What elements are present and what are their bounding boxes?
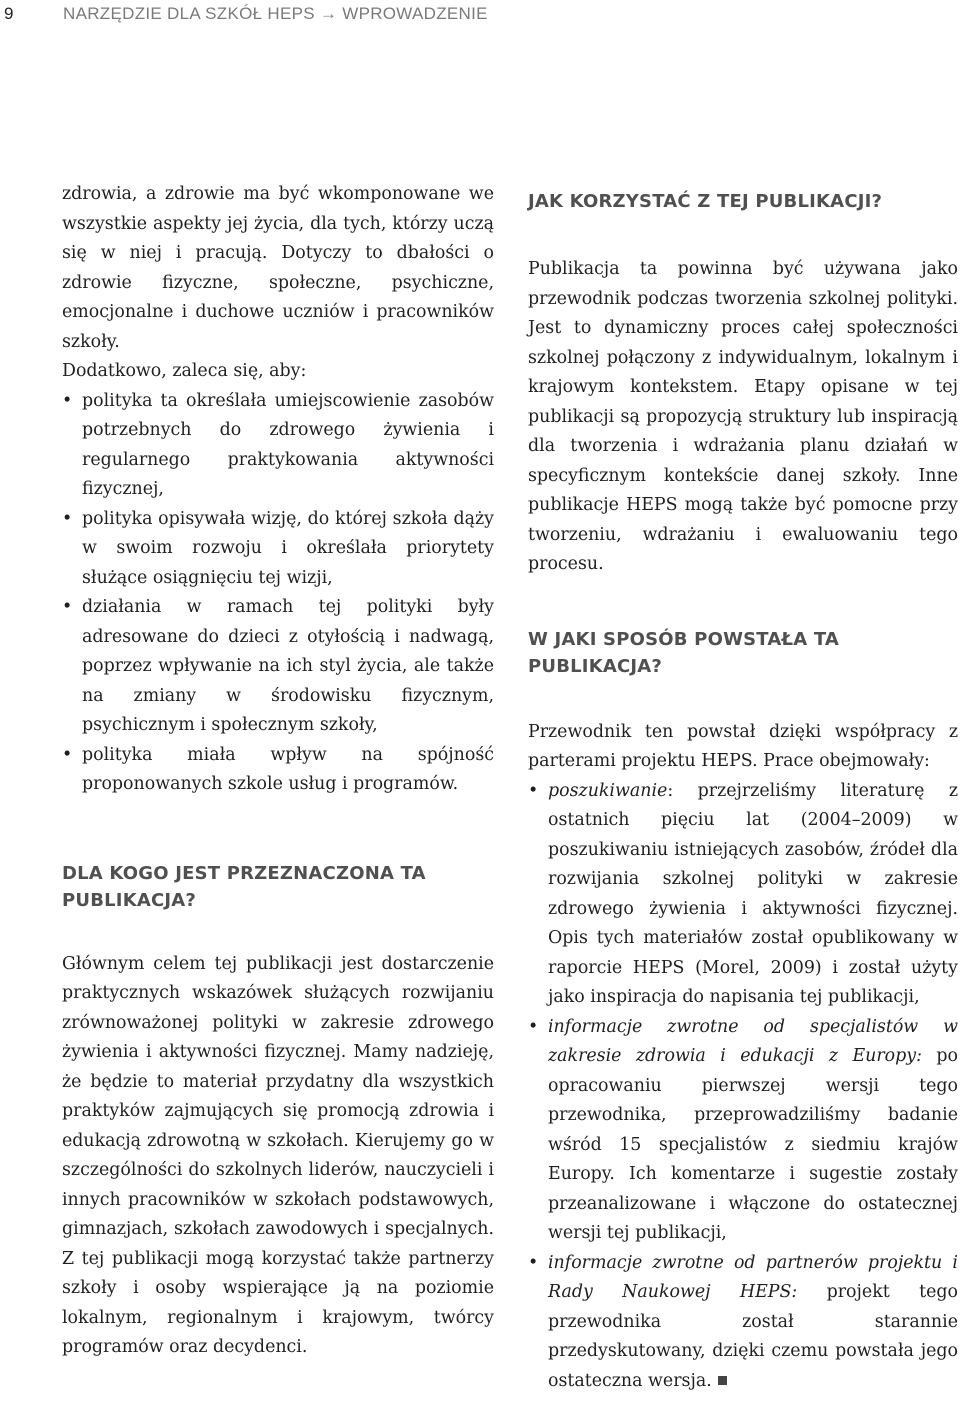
list-item: • polityka ta określała umiejscowienie zasobów potrzebnych do zdrowego żywienia i regularnego praktykowania aktywności fizycznej, [62,387,494,505]
list-item: • działania w ramach tej polityki były adresowane do dzieci z otyłością i nadwagą, poprzez wpływanie na ich styl życia, ale także na zmiany w środowisku fizycznym, psychicznym i społecznym szkoły, [62,593,494,741]
section-heading-how-to-use: JAK KORZYSTAĆ Z TEJ PUBLIKACJI? [528,191,883,212]
list-item [528,777,958,1013]
page-number: 9 [4,4,14,23]
intro-paragraph: zdrowia, a zdrowie ma być wkomponowane we wszystkie aspekty jej życia, dla tych, którzy uczą się w niej i pracują. Dotyczy to dbałości o zdrowie fizyczne, społeczne, psychiczne, emocjonalne i duchowe uczniów i pracowników szkoły. [62,184,494,352]
how-to-use-paragraph: Publikacja ta powinna być używana jako przewodnik podczas tworzenia szkolnej polityki. Jest to dynamiczny proces całej społeczności szkolnej połączony z indywidualnym, lokalnym i krajowym kontekstem. Etapy opisane w tej publikacji są propozycją struktury lub inspiracją dla tworzenia i wdrażania planu działań w specyficznym kontekście danej szkoły. Inne publikacje HEPS mogą także być pomocne przy tworzeniu, wdrażaniu i ewaluowaniu tego procesu. [528,259,958,574]
page-header [0,4,960,30]
list-term: informacje zwrotne od specjalistów w zakresie zdrowia i edukacji z Europy: [548,1016,958,1066]
work-list [528,777,958,1397]
list-item [528,1249,958,1397]
list-text: projekt tego przewodnika został starannie przedyskutowany, dzięki czemu powstała jego ostateczna wersja. [548,1282,958,1391]
running-title: NARZĘDZIE DLA SZKÓŁ HEPS → WPROWADZENIE [63,4,488,23]
list-term: poszukiwanie [548,780,668,801]
list-item: • polityka opisywała wizję, do której szkoła dąży w swoim rozwoju i określała priorytety służące osiągnięciu tej wizji, [62,505,494,594]
origin-paragraph: Przewodnik ten powstał dzięki współpracy z parterami projektu HEPS. Prace obejmowały: [528,721,958,771]
list-text: : przejrzeliśmy literaturę z ostatnich pięciu lat (2004–2009) w poszukiwaniu istniejących zasobów, źródeł dla rozwijania szkolnej polityki w zakresie zdrowego żywienia i aktywności fizycznej. Opis tych materiałów został opublikowany w raporcie HEPS (Morel, 2009) i został użyty jako inspiracja do napisania tej publikacji, [548,780,958,1007]
right-column [528,180,958,1396]
lead-in-text: Dodatkowo, zaleca się, aby: [62,361,307,381]
left-column [62,180,494,1363]
list-item: • polityka miała wpływ na spójność proponowanych szkole usług i programów. [62,741,494,800]
section-heading-audience: DLA KOGO JEST PRZEZNACZONA TA PUBLIKACJA? [62,862,426,911]
list-term: informacje zwrotne od partnerów projektu i Rady Naukowej HEPS: [548,1252,958,1302]
section-heading-origin: W JAKI SPOSÓB POWSTAŁA TA PUBLIKACJA? [528,628,840,677]
list-item [528,1013,958,1249]
recommendation-list [62,387,494,800]
end-of-section-mark [718,1376,727,1385]
list-text: po opracowaniu pierwszej wersji tego przewodnika, przeprowadziliśmy badanie wśród 15 specjalistów z siedmiu krajów Europy. Ich komentarze i sugestie zostały przeanalizowane i włączone do ostatecznej wersji tej publikacji, [548,1046,958,1243]
audience-paragraph: Głównym celem tej publikacji jest dostarczenie praktycznych wskazówek służących rozwijaniu zrównoważonej polityki w zakresie zdrowego żywienia i aktywności fizycznej. Mamy nadzieję, że będzie to materiał przydatny dla wszystkich praktyków zajmujących się promocją zdrowia i edukacją zdrowotną w szkołach. Kierujemy go w szczególności do szkolnych liderów, nauczycieli i innych pracowników w szkołach podstawowych, gimnazjach, szkołach zawodowych i specjalnych. Z tej publikacji mogą korzystać także partnerzy szkoły i osoby wspierające ją na poziomie lokalnym, regionalnym i krajowym, twórcy programów oraz decydenci. [62,953,494,1357]
